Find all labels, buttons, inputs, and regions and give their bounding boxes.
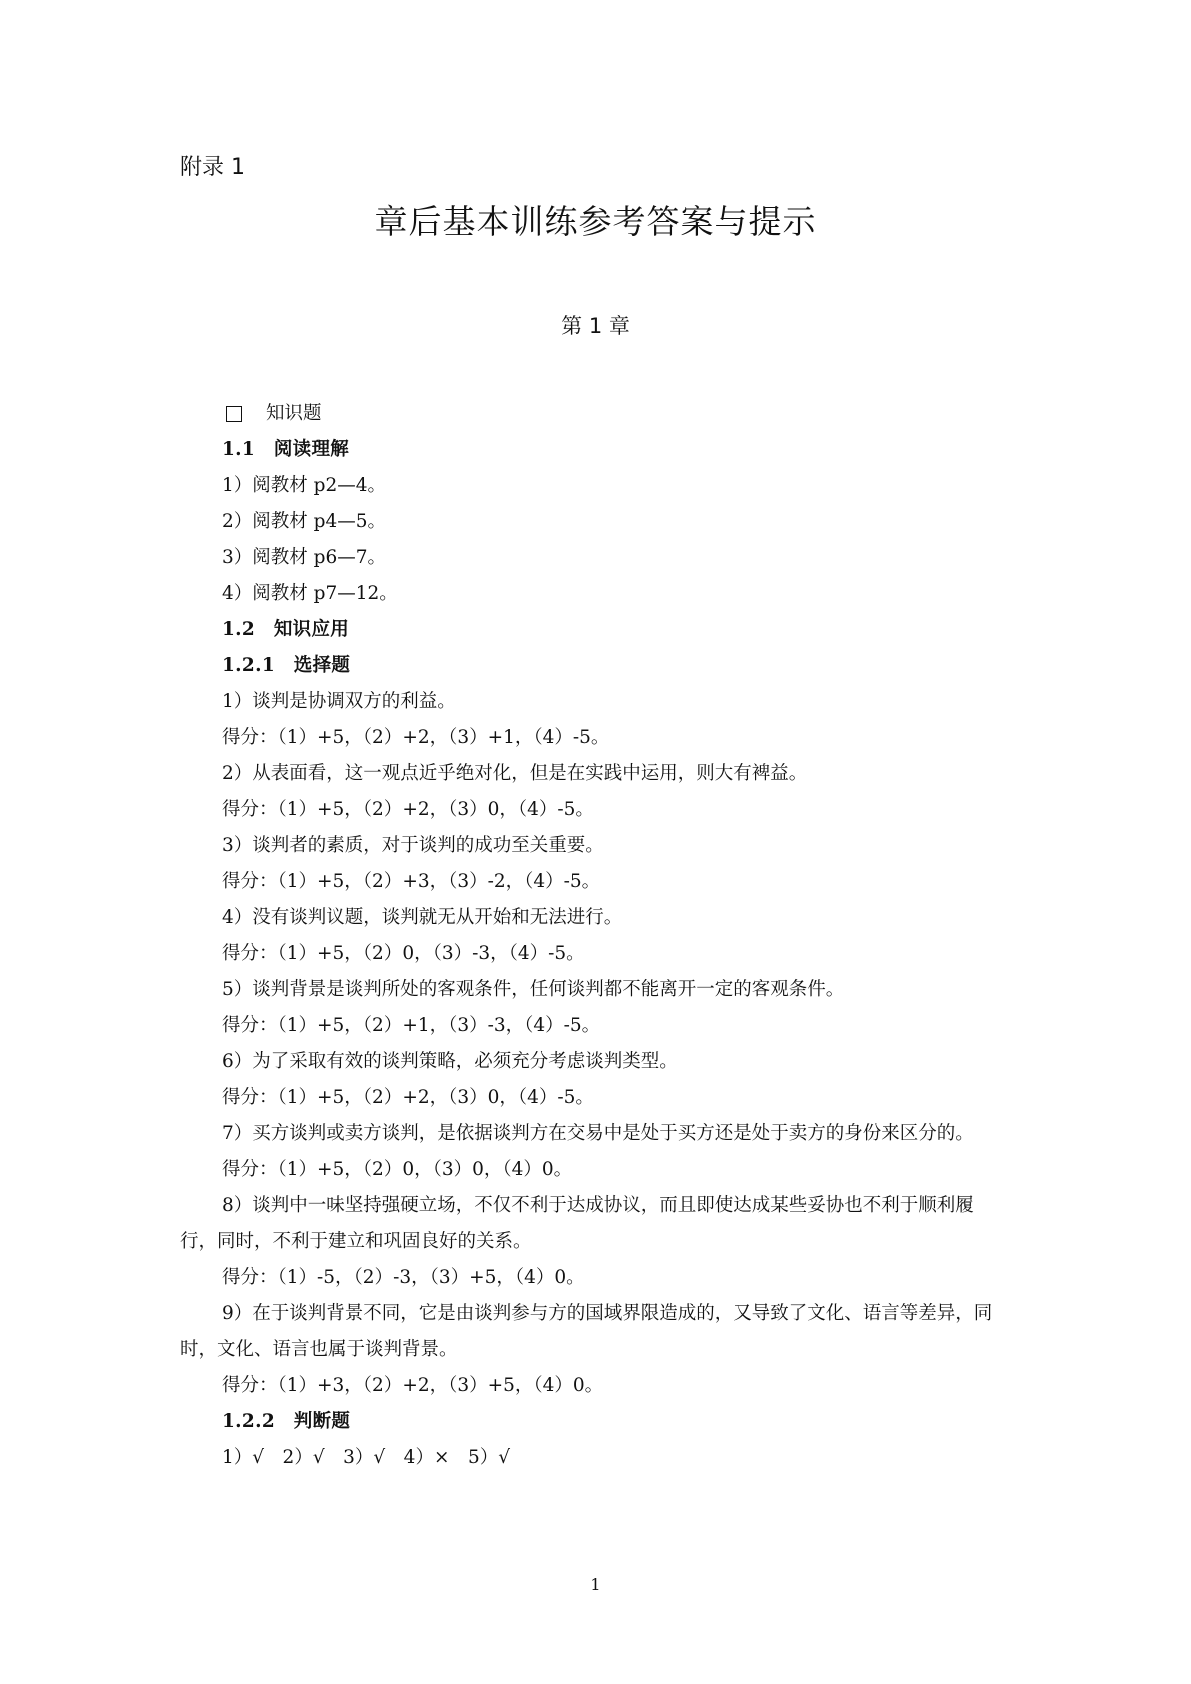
section-heading-1-1: 1.1 阅读理解 — [222, 439, 350, 460]
question-score: 得分：（1）+5，（2）+1，（3）-3，（4）-5。 — [222, 1015, 601, 1036]
reading-item: 2）阅教材 p4—5。 — [222, 511, 387, 532]
question-score: 得分：（1）+5，（2）+2，（3）+1，（4）-5。 — [222, 727, 610, 748]
question-answer: 9）在于谈判背景不同，它是由谈判参与方的国域界限造成的，又导致了文化、语言等差异，同时，文化、语言也属于谈判背景。 — [180, 1303, 993, 1360]
question-answer: 1）谈判是协调双方的利益。 — [222, 691, 456, 712]
section-heading-1-2-2: 1.2.2 判断题 — [222, 1411, 351, 1432]
document-body — [180, 396, 1010, 1476]
question-answer: 5）谈判背景是谈判所处的客观条件，任何谈判都不能离开一定的客观条件。 — [222, 979, 845, 1000]
question-answer: 8）谈判中一味坚持强硬立场，不仅不利于达成协议，而且即使达成某些妥协也不利于顺利履行，同时，不利于建立和巩固良好的关系。 — [180, 1195, 974, 1252]
question-score: 得分：（1）-5，（2）-3，（3）+5，（4）0。 — [222, 1267, 585, 1288]
section-heading-1-2-1: 1.2.1 选择题 — [222, 655, 351, 676]
question-answer: 3）谈判者的素质，对于谈判的成功至关重要。 — [222, 835, 604, 856]
question-score: 得分：（1）+5，（2）+2，（3）0，（4）-5。 — [222, 1087, 594, 1108]
section-heading-1-2: 1.2 知识应用 — [222, 619, 350, 640]
appendix-label: 附录 1 — [180, 155, 245, 180]
question-score: 得分：（1）+5，（2）+2，（3）0，（4）-5。 — [222, 799, 594, 820]
question-answer: 7）买方谈判或卖方谈判，是依据谈判方在交易中是处于买方还是处于卖方的身份来区分的。 — [222, 1123, 974, 1144]
section-knowledge-text: 知识题 — [266, 403, 322, 424]
chapter-title: 第 1 章 — [561, 314, 630, 338]
page-title: 章后基本训练参考答案与提示 — [374, 202, 817, 241]
reading-item: 1）阅教材 p2—4。 — [222, 475, 387, 496]
question-score: 得分：（1）+5，（2）+3，（3）-2，（4）-5。 — [222, 871, 601, 892]
question-answer: 2）从表面看，这一观点近乎绝对化，但是在实践中运用，则大有裨益。 — [222, 763, 808, 784]
reading-item: 3）阅教材 p6—7。 — [222, 547, 387, 568]
true-false-answers: 1）√ 2）√ 3）√ 4）× 5）√ — [222, 1447, 511, 1468]
knowledge-section-label — [222, 396, 1010, 432]
question-score: 得分：（1）+5，（2）0，（3）-3，（4）-5。 — [222, 943, 585, 964]
question-answer: 6）为了采取有效的谈判策略，必须充分考虑谈判类型。 — [222, 1051, 678, 1072]
reading-item: 4）阅教材 p7—12。 — [222, 583, 398, 604]
page-number: 1 — [590, 1575, 601, 1594]
question-answer: 4）没有谈判议题，谈判就无从开始和无法进行。 — [222, 907, 623, 928]
question-score: 得分：（1）+3，（2）+2，（3）+5，（4）0。 — [222, 1375, 604, 1396]
checkbox-icon — [226, 406, 242, 422]
question-score: 得分：（1）+5，（2）0，（3）0，（4）0。 — [222, 1159, 573, 1180]
